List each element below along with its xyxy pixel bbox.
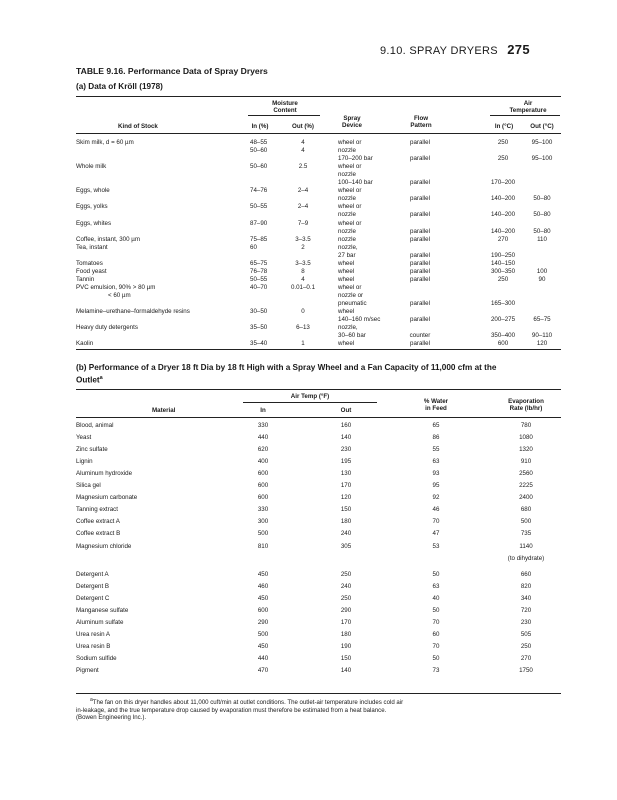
evaporation-rate: 820 (520, 582, 532, 590)
material-name: Sodium sulfide (76, 654, 117, 662)
moisture-out-header: Out (%) (292, 123, 314, 130)
evaporation-rate: 2225 (519, 482, 533, 490)
moisture-in: 30–50 (250, 308, 268, 316)
page-number: 275 (507, 42, 530, 57)
stock-name: Tomatoes (76, 259, 103, 267)
water-in-feed: 73 (432, 667, 440, 674)
material-name: Coffee extract A (76, 518, 120, 526)
stock-name: Whole milk (76, 163, 107, 171)
footnote-mark: a (99, 375, 103, 381)
temp-out: 100 (536, 267, 548, 275)
spray-device: wheel or (338, 283, 362, 291)
evaporation-rate: 720 (520, 606, 532, 614)
air-in: 810 (257, 542, 269, 550)
spray-device: nozzle (338, 211, 356, 219)
temp-in: 350–400 (490, 332, 516, 340)
stock-name: Eggs, whites (76, 219, 112, 227)
spray-device: 140–160 m/sec (338, 316, 381, 324)
air-out: 250 (340, 594, 352, 602)
temp-out: 50–80 (533, 195, 551, 203)
material-name: Urea resin B (76, 642, 111, 650)
stock-name: Eggs, whole (76, 187, 110, 195)
temp-in: 270 (497, 235, 509, 243)
part-a-bottom-rule (76, 349, 561, 350)
material-name: Manganese sulfate (76, 606, 129, 614)
spray-device: wheel (338, 308, 355, 316)
spray-device: wheel (338, 275, 355, 283)
air-in: 330 (257, 422, 269, 429)
water-in-feed: 63 (432, 582, 440, 590)
water-in-feed: 92 (432, 494, 440, 502)
spray-device-header: Spray Device (342, 115, 362, 130)
moisture-out: 1 (301, 340, 305, 348)
moisture-in: 60 (250, 243, 257, 251)
material-name: Zinc sulfate (76, 446, 108, 454)
flow-pattern-header: Flow Pattern (410, 115, 432, 130)
evaporation-rate: 270 (520, 654, 532, 662)
air-in: 620 (257, 446, 269, 454)
material-name: Detergent B (76, 582, 110, 590)
moisture-out: 4 (301, 139, 305, 146)
spray-device: 170–200 bar (338, 155, 373, 163)
moisture-in: 65–75 (250, 259, 268, 267)
evaporation-rate: 1140 (519, 542, 533, 550)
evaporation-rate-header: Evaporation Rate (lb/hr) (508, 398, 544, 413)
stock-name: Tea, instant (76, 243, 108, 251)
footnote: $^a$The fan on this dryer handles about 11,000 cuft/min at outlet conditions. The outlet-air temperature includes cold air in-leakage, and the true temperature drop caused by evaporation must therefore be estimated from a heat balance. (Bowen Engineering Inc.). (76, 697, 404, 722)
air-out: 195 (340, 458, 352, 466)
moisture-in: 76–78 (250, 267, 268, 275)
spray-device: 100–140 bar (338, 179, 373, 187)
temp-out: 110 (537, 235, 547, 243)
air-out: 120 (340, 494, 352, 502)
temp-out: 120 (536, 340, 548, 348)
moisture-out: 7–9 (297, 219, 309, 227)
air-out: 160 (340, 422, 352, 429)
spray-device: wheel (338, 267, 355, 275)
moisture-out: 4 (301, 275, 305, 283)
spray-device: nozzle, (338, 324, 358, 332)
air-in: 450 (257, 570, 269, 578)
spray-device: nozzle (338, 227, 356, 235)
evaporation-rate: 500 (520, 518, 532, 526)
evaporation-rate: 250 (520, 642, 532, 650)
temp-in: 250 (497, 275, 509, 283)
stock-name: Food yeast (76, 267, 107, 275)
air-in: 600 (257, 494, 269, 502)
temp-in-header: In (°C) (494, 123, 514, 130)
spray-device: nozzle (338, 171, 356, 179)
evaporation-rate: 660 (520, 570, 532, 578)
water-in-feed: 55 (432, 446, 440, 454)
spray-device: wheel or (338, 219, 362, 227)
evaporation-rate: 2400 (519, 494, 533, 502)
spray-device: wheel (338, 259, 355, 267)
temp-in: 250 (497, 139, 509, 146)
water-in-feed: 60 (432, 630, 440, 638)
flow-pattern: parallel (410, 340, 430, 348)
spray-device: wheel or (338, 203, 362, 211)
air-in: 600 (257, 606, 269, 614)
moisture-in: 50–55 (250, 203, 268, 211)
moisture-out: 3–3.5 (295, 259, 311, 267)
moisture-out: 2.5 (298, 163, 308, 171)
air-in: 290 (257, 618, 269, 626)
air-in: 440 (257, 654, 269, 662)
spray-device: wheel or (338, 187, 362, 195)
evaporation-rate: 505 (520, 630, 532, 638)
flow-pattern: parallel (410, 211, 430, 219)
moisture-out: 0.01–0.1 (290, 283, 316, 291)
part-a-top-rule (76, 96, 561, 97)
water-in-feed: 50 (432, 654, 440, 662)
part-b-top-rule (76, 389, 561, 390)
moisture-in: 35–50 (250, 324, 268, 332)
part-b-header-rule (76, 417, 561, 418)
flow-pattern: parallel (410, 179, 430, 187)
part-b-bottom-rule (76, 693, 561, 694)
temp-out: 50–80 (533, 211, 551, 219)
temp-in: 140–200 (490, 195, 516, 203)
evaporation-rate: 1080 (519, 434, 533, 442)
air-out: 230 (340, 446, 352, 454)
temp-out: 90–110 (531, 332, 553, 340)
evaporation-rate: 780 (520, 422, 532, 429)
running-head (380, 42, 530, 57)
air-temperature-rule (490, 115, 560, 116)
temp-in: 165–300 (490, 300, 516, 307)
air-out: 140 (340, 434, 352, 442)
water-in-feed: 53 (432, 542, 440, 550)
evaporation-rate: 735 (520, 530, 532, 538)
moisture-in: 50–60 (250, 163, 268, 171)
flow-pattern: parallel (410, 139, 430, 146)
stock-name: Heavy duty detergents (76, 324, 138, 332)
flow-pattern: parallel (410, 316, 430, 324)
spray-device: nozzle (338, 147, 356, 155)
temp-in: 170–200 (490, 179, 516, 187)
stock-name: Tannin (76, 275, 95, 283)
air-out: 250 (340, 570, 352, 578)
air-temp-header: Air Temp (°F) (290, 393, 330, 400)
air-out: 150 (340, 506, 352, 514)
air-out: 170 (340, 482, 352, 490)
moisture-out: 8 (301, 267, 305, 275)
air-out: 290 (340, 606, 352, 614)
evaporation-rate: 2560 (519, 470, 533, 478)
moisture-content-header: Moisture Content (272, 100, 298, 115)
spray-device: 30–60 bar (338, 332, 366, 340)
moisture-in: 50–55 (250, 275, 268, 283)
air-in: 440 (257, 434, 269, 442)
stock-name: Melamine–urethane–formaldehyde resins (76, 308, 190, 316)
stock-name: PVC emulsion, 90% > 80 µm (76, 283, 156, 291)
material-name: Yeast (76, 434, 92, 442)
air-out: 305 (340, 542, 352, 550)
air-out: 180 (340, 630, 352, 638)
material-name: Aluminum hydroxide (76, 470, 133, 478)
water-in-feed-header: % Water in Feed (423, 398, 449, 413)
water-in-feed: 50 (432, 606, 440, 614)
table-title: TABLE 9.16. Performance Data of Spray Dryers (76, 66, 268, 76)
in-header: In (260, 407, 266, 414)
temp-out-header: Out (°C) (530, 123, 554, 130)
moisture-in: 50–60 (250, 147, 268, 155)
moisture-in: 75–85 (250, 235, 268, 243)
evaporation-rate: 680 (520, 506, 532, 514)
air-in: 600 (257, 470, 269, 478)
stock-name: Eggs, yolks (76, 203, 108, 211)
flow-pattern: parallel (410, 155, 430, 163)
temp-out: 90 (538, 275, 546, 283)
evaporation-rate: 910 (520, 458, 532, 466)
air-in: 450 (257, 642, 269, 650)
moisture-in: 87–90 (250, 219, 268, 227)
out-header: Out (340, 407, 352, 414)
moisture-out: 3–3.5 (295, 235, 311, 243)
section-title: 9.10. SPRAY DRYERS (380, 45, 498, 57)
water-in-feed: 40 (432, 594, 440, 602)
flow-pattern: parallel (410, 300, 430, 307)
kind-of-stock-header: Kind of Stock (118, 123, 158, 130)
air-in: 600 (257, 482, 269, 490)
evaporation-rate: 1320 (519, 446, 533, 454)
material-name: Pigment (76, 667, 99, 674)
moisture-in: 35–40 (250, 340, 268, 348)
temp-in: 140–200 (490, 211, 516, 219)
water-in-feed: 70 (432, 518, 440, 526)
part-a-title: (a) Data of Kröll (1978) (76, 82, 163, 91)
spray-device: wheel or (338, 163, 362, 171)
air-out: 170 (340, 618, 352, 626)
air-out: 180 (340, 518, 352, 526)
temp-out: 95–100 (531, 155, 553, 163)
air-out: 150 (340, 654, 352, 662)
evaporation-rate: 1750 (519, 667, 533, 674)
evaporation-rate: (to dihydrate) (507, 554, 545, 562)
water-in-feed: 47 (432, 530, 440, 538)
air-in: 470 (257, 667, 269, 674)
material-name: Detergent C (76, 594, 110, 602)
flow-pattern: parallel (410, 275, 430, 283)
evaporation-rate: 340 (520, 594, 532, 602)
moisture-out: 4 (301, 147, 305, 155)
air-temp-rule (243, 402, 377, 403)
material-name: Lignin (76, 458, 93, 466)
moisture-content-rule (248, 115, 320, 116)
material-name: Blood, animal (76, 422, 114, 429)
air-out: 240 (340, 582, 352, 590)
air-in: 500 (257, 530, 269, 538)
part-a-header-rule (76, 133, 561, 134)
temp-in: 300–350 (490, 267, 516, 275)
flow-pattern: parallel (410, 235, 430, 243)
air-in: 300 (257, 518, 269, 526)
flow-pattern: counter (409, 332, 431, 340)
water-in-feed: 63 (432, 458, 440, 466)
evaporation-rate: 230 (520, 618, 532, 626)
temp-in: 250 (497, 155, 509, 163)
moisture-out: 0 (301, 308, 305, 316)
air-temperature-header: Air Temperature (509, 100, 547, 115)
moisture-out: 6–13 (296, 324, 310, 332)
flow-pattern: parallel (410, 267, 430, 275)
temp-in: 200–275 (490, 316, 516, 324)
water-in-feed: 50 (432, 570, 440, 578)
air-out: 190 (340, 642, 352, 650)
water-in-feed: 46 (432, 506, 440, 514)
flow-pattern: parallel (410, 259, 430, 267)
moisture-in: 48–55 (250, 139, 268, 146)
water-in-feed: 70 (432, 618, 440, 626)
air-in: 400 (257, 458, 269, 466)
spray-device: wheel or (338, 139, 362, 146)
temp-in: 140–200 (490, 227, 516, 235)
spray-device: wheel (338, 340, 355, 348)
water-in-feed: 93 (432, 470, 440, 478)
material-name: Silica gel (76, 482, 101, 490)
material-name: Magnesium carbonate (76, 494, 138, 502)
stock-name: Coffee, instant, 300 µm (76, 235, 140, 243)
temp-out: 95–100 (531, 139, 553, 146)
stock-name: Kaolin (76, 340, 94, 348)
flow-pattern: parallel (410, 195, 430, 203)
water-in-feed: 86 (432, 434, 440, 442)
stock-name: < 60 µm (108, 291, 131, 299)
moisture-out: 2–4 (297, 187, 309, 195)
air-in: 500 (257, 630, 269, 638)
part-b-title: (b) Performance of a Dryer 18 ft Dia by 18 ft High with a Spray Wheel and a Fan Capacity of 11,000 cfm at the Outlet$^a$ (76, 363, 497, 385)
water-in-feed: 70 (432, 642, 440, 650)
spray-device: pneumatic (338, 300, 367, 307)
moisture-out: 2–4 (297, 203, 309, 211)
moisture-in: 40–70 (250, 283, 268, 291)
material-name: Detergent A (76, 570, 109, 578)
material-name: Coffee extract B (76, 530, 121, 538)
flow-pattern: parallel (410, 227, 430, 235)
spray-device: nozzle or (338, 291, 364, 299)
temp-out: 50–80 (533, 227, 551, 235)
water-in-feed: 65 (432, 422, 440, 429)
air-out: 240 (340, 530, 352, 538)
air-in: 450 (257, 594, 269, 602)
flow-pattern: parallel (410, 251, 430, 259)
temp-out: 65–75 (533, 316, 551, 324)
temp-in: 600 (497, 340, 509, 348)
moisture-in: 74–76 (250, 187, 268, 195)
stock-name: Skim milk, d = 60 µm (76, 139, 134, 146)
temp-in: 190–250 (490, 251, 516, 259)
water-in-feed: 95 (432, 482, 440, 490)
spray-device: nozzle, (338, 243, 358, 251)
moisture-in-header: In (%) (251, 123, 269, 130)
spray-device: nozzle (338, 195, 356, 203)
spray-device: nozzle (338, 235, 356, 243)
air-out: 130 (340, 470, 352, 478)
material-name: Tanning extract (76, 506, 118, 514)
spray-device: 27 bar (338, 251, 356, 259)
material-name: Urea resin A (76, 630, 111, 638)
moisture-out: 2 (301, 243, 305, 251)
material-header: Material (152, 407, 176, 414)
air-out: 140 (340, 667, 352, 674)
material-name: Aluminum sulfate (76, 618, 124, 626)
temp-in: 140–150 (490, 259, 516, 267)
air-in: 330 (257, 506, 269, 514)
material-name: Magnesium chloride (76, 542, 132, 550)
air-in: 460 (257, 582, 269, 590)
